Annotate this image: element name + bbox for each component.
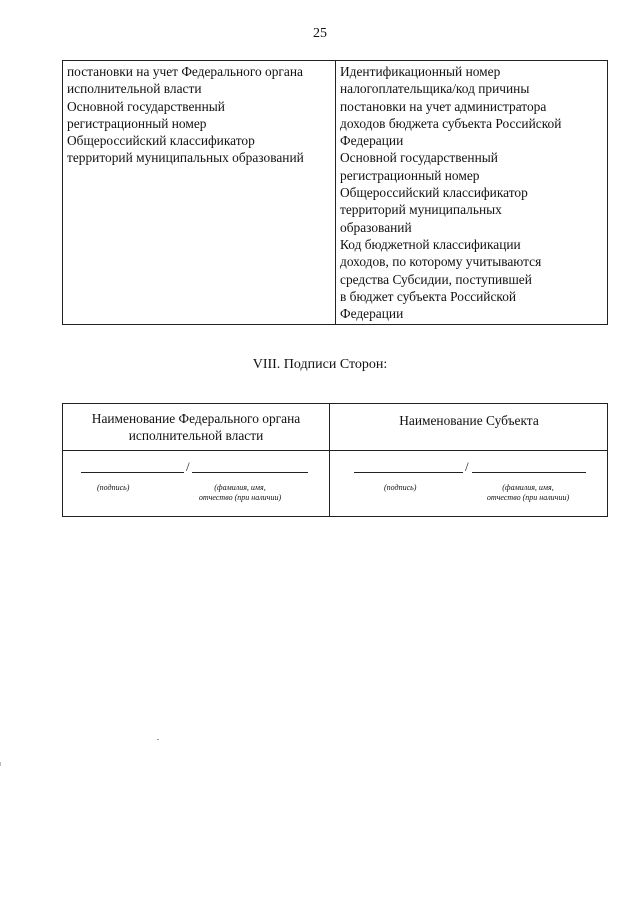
requisites-right-line: Федерации	[340, 133, 404, 149]
requisites-left-cell	[63, 61, 336, 325]
federal-body-header-line: исполнительной власти	[128, 428, 264, 443]
subject-name-caption-line: отчество (при наличии)	[486, 493, 570, 502]
requisites-right-line: в бюджет субъекта Российской	[340, 288, 517, 304]
requisites-row	[63, 61, 608, 325]
scan-edge-mark	[0, 762, 1, 766]
page-number: 25	[313, 26, 327, 41]
requisites-left-line: постановки на учет Федерального органа	[67, 64, 303, 79]
federal-signature-slash: /	[186, 459, 190, 474]
requisites-right-line: Идентификационный номер	[340, 64, 501, 79]
requisites-right-line: Общероссийский классификатор	[340, 185, 528, 201]
requisites-left-line: территорий муниципальных образований	[67, 150, 304, 166]
requisites-right-line: налогоплательщика/код причины	[340, 81, 530, 97]
requisites-left-line: регистрационный номер	[67, 115, 207, 131]
requisites-right-line: территорий муниципальных	[340, 202, 502, 218]
requisites-table	[62, 60, 608, 325]
scan-speck	[157, 739, 159, 740]
federal-name-line	[192, 472, 308, 473]
federal-name-caption-line: отчество (при наличии)	[198, 493, 282, 502]
requisites-right-line: постановки на учет администратора	[340, 98, 547, 114]
requisites-left-line: Основной государственный	[67, 98, 225, 114]
signatures-table	[62, 403, 608, 517]
requisites-left-line: исполнительной власти	[67, 81, 202, 97]
requisites-right-cell	[336, 61, 608, 325]
requisites-left-line: Общероссийский классификатор	[67, 133, 255, 149]
subject-header: Наименование Субъекта	[399, 413, 539, 428]
subject-signature-caption: (подпись)	[384, 483, 417, 492]
requisites-right-line: регистрационный номер	[340, 167, 480, 183]
federal-signature-line	[81, 472, 184, 473]
federal-body-header-line: Наименование Федерального органа	[91, 411, 301, 426]
requisites-right-line: Код бюджетной классификации	[340, 236, 521, 252]
requisites-right-line: доходов, по которому учитываются	[340, 254, 542, 270]
requisites-right-line: Основной государственный	[340, 150, 498, 166]
federal-signature-caption: (подпись)	[97, 483, 130, 492]
federal-body-header	[63, 410, 329, 444]
signatures-heading: VIII. Подписи Сторон:	[252, 357, 388, 372]
federal-name-caption-line: (фамилия, имя,	[214, 483, 266, 492]
subject-name-caption	[474, 483, 582, 503]
subject-name-caption-line: (фамилия, имя,	[502, 483, 554, 492]
requisites-right-line: образований	[340, 219, 412, 235]
federal-name-caption	[187, 483, 293, 503]
requisites-right-line: средства Субсидии, поступившей	[340, 271, 532, 287]
subject-signature-slash: /	[465, 459, 469, 474]
requisites-right-line: Федерации	[340, 306, 404, 322]
subject-name-line	[472, 472, 586, 473]
subject-signature-line	[354, 472, 463, 473]
header-divider	[63, 450, 607, 451]
requisites-right-line: доходов бюджета субъекта Российской	[340, 115, 562, 131]
